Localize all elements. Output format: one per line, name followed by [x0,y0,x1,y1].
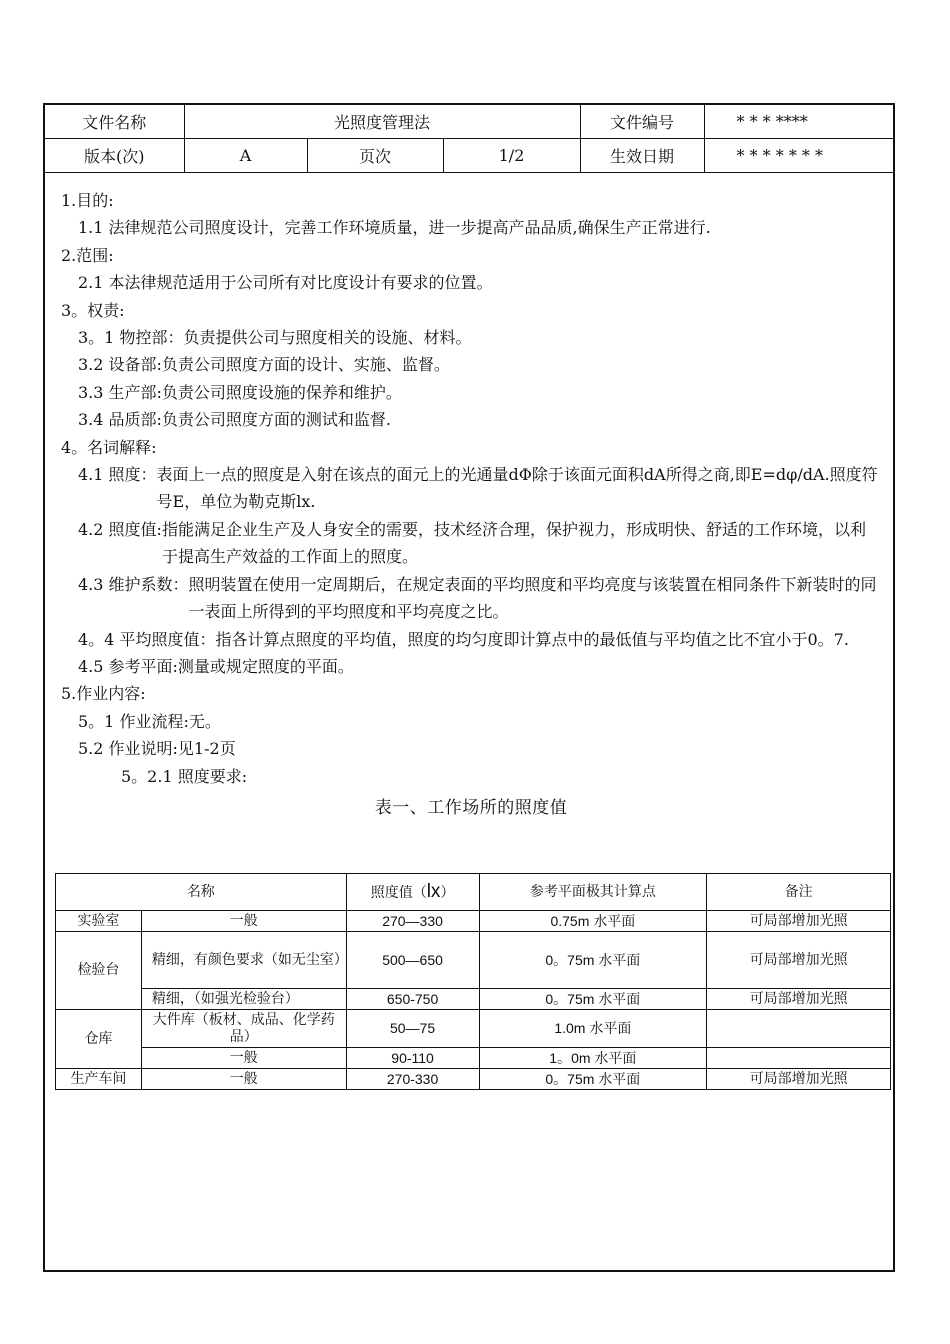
definition-label: 4。4 平均照度值： [78,629,216,649]
doc-name-label: 文件名称 [45,105,184,139]
paragraph: 5。2.1 照度要求: [121,766,248,786]
illuminance-table [55,873,891,1090]
version: A [184,139,307,173]
effective-label: 生效日期 [580,139,704,173]
cell-plane: 0.75m 水平面 [479,911,707,932]
cell-sub: 精细，（如强光检验台） [141,989,346,1010]
table-header-row [56,874,891,911]
page-number: 1/2 [443,139,580,173]
definition-text: 表面上一点的照度是入射在该点的面元上的光通量dΦ除于该面元面积dA所得之商,即E=dφ/dA.照度符号E，单位为勒克斯lx. [156,465,878,512]
cell-sub: 大件库（板材、成品、化学药品） [141,1010,346,1048]
header-row-2 [45,139,893,173]
section-heading: 3。权责: [61,300,125,320]
section-heading: 4。名词解释: [61,437,157,457]
paragraph: 5。1 作业流程:无。 [78,711,221,731]
page-label: 页次 [307,139,443,173]
cell-plane: 0。75m 水平面 [479,932,707,989]
paragraph: 3.2 设备部:负责公司照度方面的设计、实施、监督。 [78,355,450,375]
cell-remark: 可局部增加光照 [707,911,891,932]
col-header-value-close: ） [440,884,455,901]
table-row [56,989,891,1010]
doc-no: * * * **** [704,105,893,139]
cell-value: 90-110 [346,1048,479,1069]
section-heading: 2.范围: [61,245,114,265]
paragraph: 1.1 法律规范公司照度设计，完善工作环境质量，进一步提高产品品质,确保生产正常进行. [78,218,711,238]
paragraph: 2.1 本法律规范适用于公司所有对比度设计有要求的位置。 [78,273,493,293]
cell-sub: 精细，有颜色要求（如无尘室） [141,932,346,989]
definition-item [61,461,881,516]
cell-sub: 一般 [141,911,346,932]
cell-sub: 一般 [141,1069,346,1090]
cell-plane: 0。75m 水平面 [479,989,707,1010]
col-header-unit: lx [426,880,441,902]
table-row [56,911,891,932]
document-body [61,187,881,823]
cell-remark: 可局部增加光照 [707,1069,891,1090]
section-heading: 5.作业内容: [61,684,146,704]
definition-item [61,626,881,653]
cell-value: 500—650 [346,932,479,989]
col-header-value [346,874,479,911]
definition-item [61,516,881,571]
cell-remark [707,1010,891,1048]
cell-value: 270-330 [346,1069,479,1090]
col-header-value-label: 照度值（ [370,884,427,901]
cell-sub: 一般 [141,1048,346,1069]
paragraph: 3.3 生产部:负责公司照度设施的保养和维护。 [78,382,402,402]
paragraph: 4.5 参考平面:测量或规定照度的平面。 [78,656,354,676]
effective-date: * * * * * * * [704,139,893,173]
table-row [56,1048,891,1069]
cell-remark: 可局部增加光照 [707,989,891,1010]
cell-group: 检验台 [56,932,142,1010]
version-label: 版本(次) [45,139,184,173]
cell-group: 实验室 [56,911,142,932]
cell-plane: 0。75m 水平面 [479,1069,707,1090]
cell-value: 50—75 [346,1010,479,1048]
cell-plane: 1.0m 水平面 [479,1010,707,1048]
cell-plane: 1。0m 水平面 [479,1048,707,1069]
doc-name: 光照度管理法 [184,105,580,139]
paragraph: 3。1 物控部：负责提供公司与照度相关的设施、材料。 [78,328,472,348]
col-header-name: 名称 [56,874,347,911]
definition-text: 指能满足企业生产及人身安全的需要，技术经济合理，保护视力，形成明快、舒适的工作环境，以利于提高生产效益的工作面上的照度。 [161,519,866,567]
paragraph: 5.2 作业说明:见1-2页 [78,739,236,759]
definition-text: 照明装置在使用一定周期后，在规定表面的平均照度和平均亮度与该装置在相同条件下新装时的同一表面上所得到的平均照度和平均亮度之比。 [188,574,877,622]
table-row [56,1010,891,1048]
definition-text: 指各计算点照度的平均值，照度的均匀度即计算点中的最低值与平均值之比不宜小于0。7. [215,629,849,649]
cell-value: 650-750 [346,989,479,1010]
definition-item [61,571,881,626]
definition-label: 4.2 照度值: [78,519,162,539]
cell-remark [707,1048,891,1069]
definition-label: 4.1 照度： [78,465,157,485]
header-row-1 [45,105,893,139]
col-header-remark: 备注 [707,874,891,911]
document-frame [43,103,895,1272]
doc-no-label: 文件编号 [580,105,704,139]
table-row [56,1069,891,1090]
header-table [45,105,893,173]
cell-group: 仓库 [56,1010,142,1069]
col-header-plane: 参考平面极其计算点 [479,874,707,911]
table-row [56,932,891,989]
section-heading: 1.目的: [61,191,114,210]
paragraph: 3.4 品质部:负责公司照度方面的测试和监督. [78,410,392,430]
definition-label: 4.3 维护系数： [78,574,189,594]
cell-value: 270—330 [346,911,479,932]
table-title: 表一、工作场所的照度值 [374,797,568,818]
cell-remark: 可局部增加光照 [707,932,891,989]
cell-group: 生产车间 [56,1069,142,1090]
